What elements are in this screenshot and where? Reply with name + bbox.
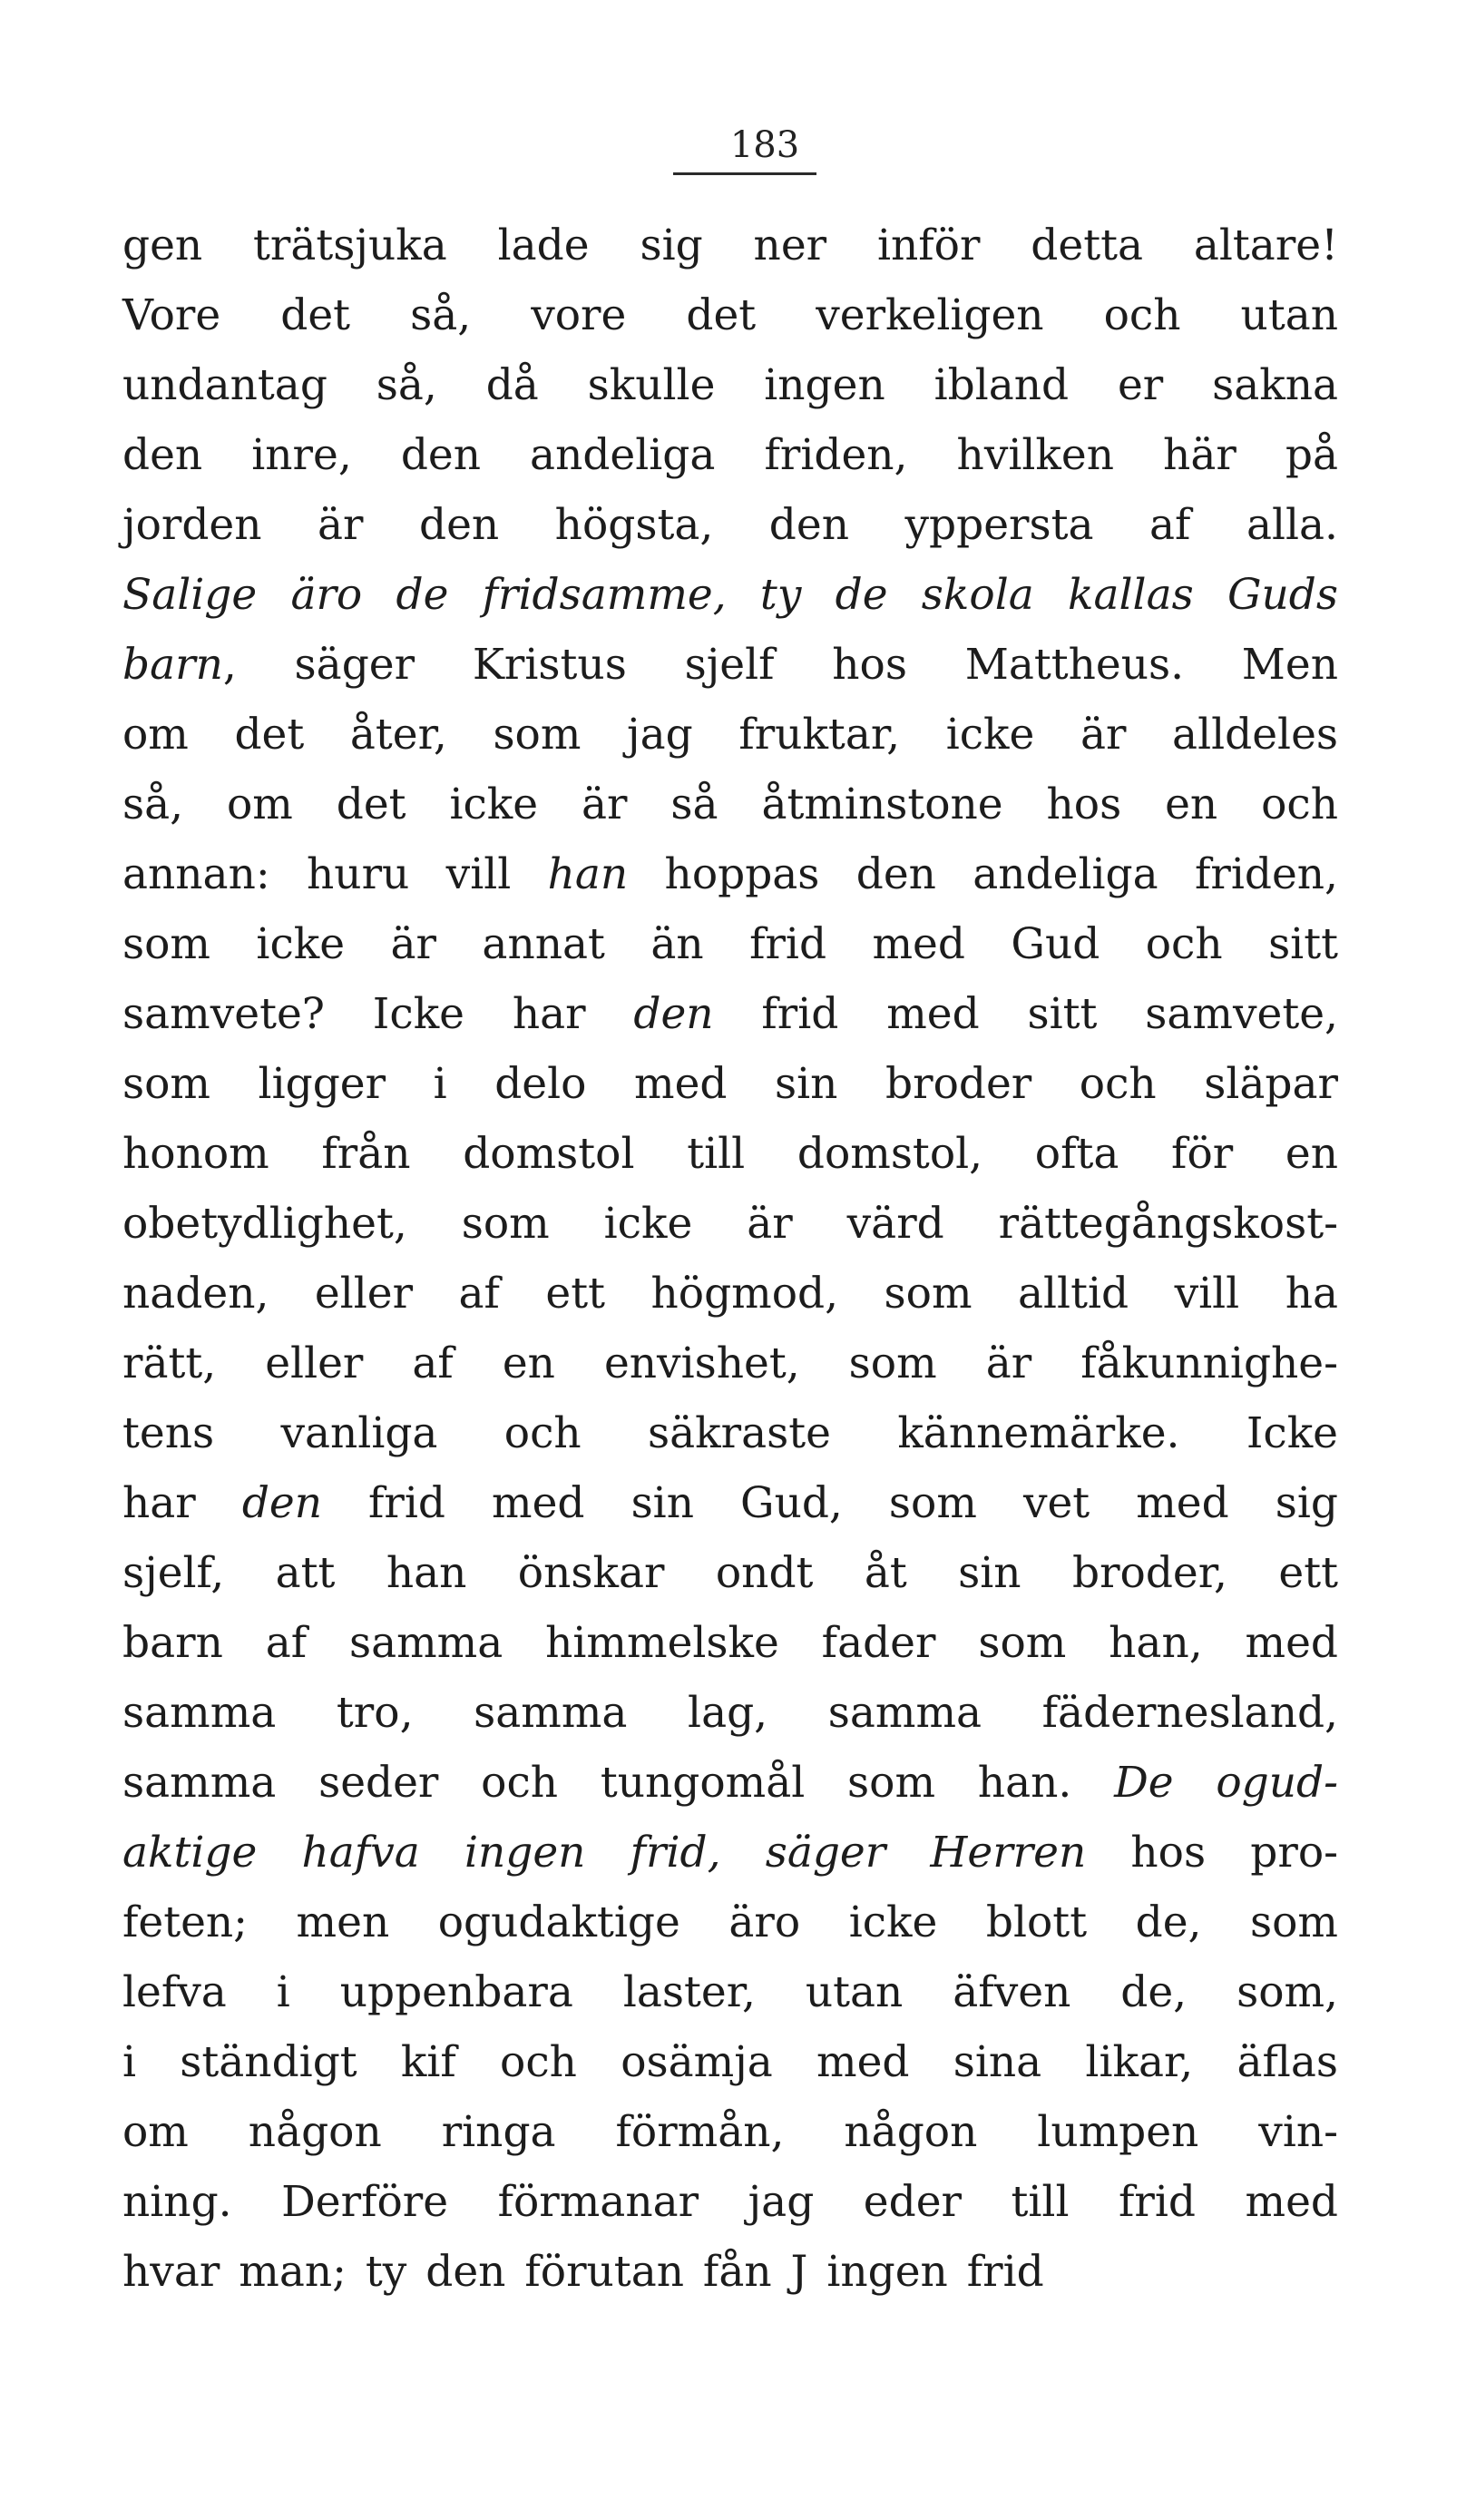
text-line (122, 1119, 1338, 1189)
text-segment: den inre, den andeliga friden, hvilken här på (122, 430, 1338, 480)
text-segment: lefva i uppenbara laster, utan äfven de, som, (122, 1967, 1338, 2017)
text-segment: annan: huru vill (122, 849, 548, 899)
text-segment: samvete? Icke har (122, 989, 634, 1039)
text-line (122, 839, 1338, 909)
text-line (122, 2167, 1338, 2237)
text-segment: frid med sitt samvete, (713, 989, 1338, 1039)
text-segment: om det åter, som jag fruktar, icke är alldeles (122, 710, 1338, 760)
text-line (122, 490, 1338, 560)
text-line (122, 1608, 1338, 1678)
text-line (122, 280, 1338, 350)
text-segment: undantag så, då skulle ingen ibland er sakna (122, 360, 1338, 410)
text-segment: , säger Kristus sjelf hos Mattheus. Men (222, 640, 1338, 690)
italic-text: den (241, 1478, 322, 1528)
text-line (122, 630, 1338, 700)
text-segment: frid med sin Gud, som vet med sig (321, 1478, 1338, 1528)
text-line (122, 350, 1338, 420)
text-segment: som ligger i delo med sin broder och släpar (122, 1059, 1338, 1109)
text-line (122, 1748, 1338, 1818)
page-number: 183 (729, 124, 800, 166)
text-segment: samma tro, samma lag, samma fädernesland, (122, 1688, 1338, 1738)
text-segment: om någon ringa förmån, någon lumpen vin- (122, 2107, 1338, 2157)
italic-text: De ogud- (1114, 1758, 1338, 1808)
text-line (122, 1468, 1338, 1538)
text-line (122, 420, 1338, 490)
text-segment: ning. Derföre förmanar jag eder till frid med (122, 2177, 1338, 2227)
text-line (122, 1888, 1338, 1957)
text-line (122, 979, 1338, 1049)
text-line (122, 560, 1338, 630)
header-rule (673, 172, 816, 175)
text-line (122, 1678, 1338, 1748)
text-line (122, 1049, 1338, 1119)
text-segment: naden, eller af ett högmod, som alltid vill ha (122, 1269, 1338, 1319)
italic-text: Salige äro de fridsamme, ty de skola kallas Guds (122, 570, 1338, 620)
text-segment: som icke är annat än frid med Gud och sitt (122, 919, 1338, 969)
italic-text: han (547, 849, 629, 899)
text-segment: tens vanliga och säkraste kännemärke. Icke (122, 1408, 1338, 1458)
text-line (122, 909, 1338, 979)
text-segment: hos pro- (1086, 1828, 1338, 1878)
text-line (122, 2097, 1338, 2167)
text-segment: gen trätsjuka lade sig ner inför detta altare! (122, 221, 1338, 270)
text-segment: honom från domstol till domstol, ofta för en (122, 1129, 1338, 1179)
text-segment: så, om det icke är så åtminstone hos en och (122, 780, 1338, 829)
text-segment: Vore det så, vore det verkeligen och utan (122, 290, 1338, 340)
text-segment: jorden är den högsta, den yppersta af alla. (122, 500, 1338, 550)
italic-text: barn (122, 640, 223, 690)
text-segment: obetydlighet, som icke är värd rättegångskost- (122, 1199, 1338, 1249)
text-line (122, 770, 1338, 839)
text-line (122, 1189, 1338, 1259)
text-line (122, 1398, 1338, 1468)
italic-text: aktige hafva ingen frid, säger Herren (122, 1828, 1087, 1878)
text-line (122, 2027, 1338, 2097)
text-segment: sjelf, att han önskar ondt åt sin broder, ett (122, 1548, 1338, 1598)
italic-text: den (633, 989, 714, 1039)
body-text (122, 211, 1338, 2307)
text-line (122, 1259, 1338, 1329)
text-segment: hoppas den andeliga friden, (628, 849, 1338, 899)
text-segment: samma seder och tungomål som han. (122, 1758, 1115, 1808)
text-segment: barn af samma himmelske fader som han, med (122, 1618, 1338, 1668)
text-line (122, 1818, 1338, 1888)
text-segment: har (122, 1478, 242, 1528)
text-line (122, 2237, 1338, 2307)
text-line (122, 1957, 1338, 2027)
text-segment: feten; men ogudaktige äro icke blott de, som (122, 1897, 1338, 1947)
text-segment: rätt, eller af en envishet, som är fåkunnighe- (122, 1338, 1338, 1388)
text-line (122, 1329, 1338, 1398)
text-segment: i ständigt kif och osämja med sina likar, äflas (122, 2037, 1338, 2087)
text-line (122, 700, 1338, 770)
text-line (122, 211, 1338, 280)
text-line (122, 1538, 1338, 1608)
text-segment: hvar man; ty den förutan fån J ingen frid (122, 2247, 1044, 2297)
